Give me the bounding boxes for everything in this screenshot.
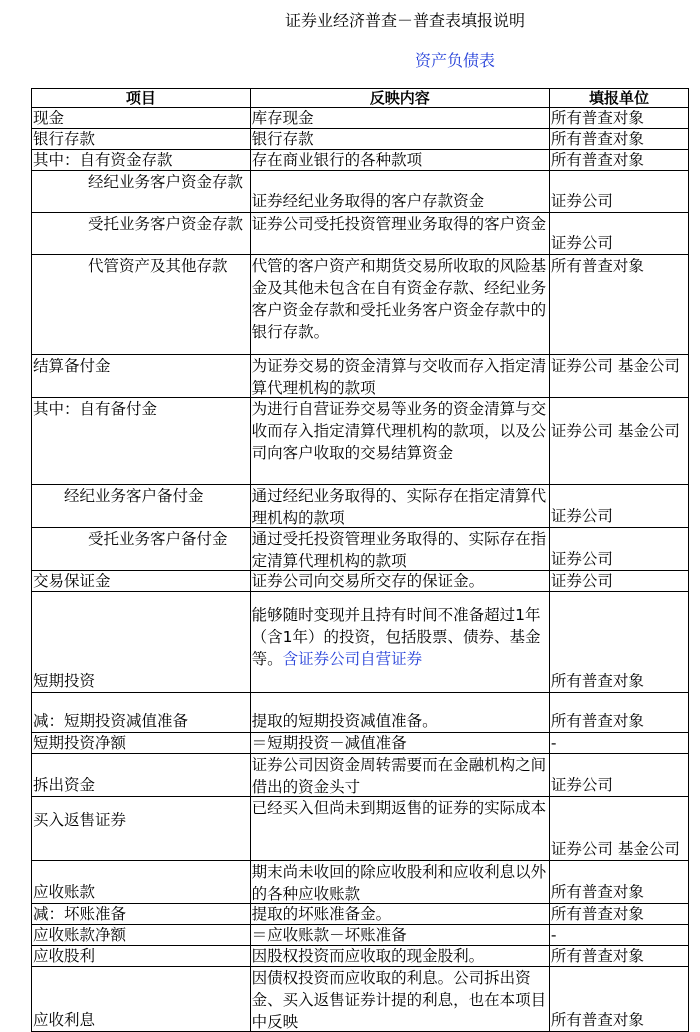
table-row xyxy=(32,171,689,213)
unit-cell: 所有普查对象 xyxy=(549,108,688,129)
table-row xyxy=(32,925,689,946)
item-cell: 受托业务客户备付金 xyxy=(32,528,251,571)
content-cell xyxy=(250,967,549,1032)
unit-cell: 证券公司 xyxy=(549,571,688,592)
item-cell: 应收股利 xyxy=(32,946,251,967)
table-row xyxy=(32,528,689,571)
item-cell: 其中：自有备付金 xyxy=(32,398,251,485)
content-cell xyxy=(250,528,549,571)
unit-cell: - xyxy=(549,733,688,754)
item-cell: 银行存款 xyxy=(32,129,251,150)
content-cell xyxy=(250,485,549,528)
item-cell: 减：短期投资减值准备 xyxy=(32,693,251,733)
unit-cell: 证券公司 xyxy=(549,528,688,571)
content-text: 为进行自营证券交易等业务的资金清算与交收而存入指定清算代理机构的款项，以及公司向客户收取的交易结算资金 xyxy=(251,400,547,462)
item-cell: 经纪业务客户备付金 xyxy=(32,485,251,528)
content-cell: 库存现金 xyxy=(250,108,549,129)
content-cell: 证券公司向交易所交存的保证金。 xyxy=(250,571,549,592)
content-cell xyxy=(250,592,549,693)
item-cell: 其中：自有资金存款 xyxy=(32,150,251,171)
content-cell xyxy=(250,355,549,398)
content-cell: 存在商业银行的各种款项 xyxy=(250,150,549,171)
unit-cell: 证券公司 xyxy=(549,171,688,213)
unit-cell: 证券公司 xyxy=(549,754,688,797)
content-cell: ＝短期投资－减值准备 xyxy=(250,733,549,754)
unit-cell xyxy=(549,398,688,485)
item-text: 买入返售证券 xyxy=(33,811,127,829)
item-cell: 减：坏账准备 xyxy=(32,904,251,925)
unit-cell: 所有普查对象 xyxy=(549,592,688,693)
table-header-row xyxy=(32,89,689,108)
item-cell: 短期投资净额 xyxy=(32,733,251,754)
item-cell: 短期投资 xyxy=(32,592,251,693)
table-row xyxy=(32,693,689,733)
item-cell: 受托业务客户资金存款 xyxy=(32,213,251,255)
table-row xyxy=(32,861,689,904)
table-row xyxy=(32,797,689,861)
unit-text: 证券公司 基金公司 xyxy=(550,357,680,375)
content-cell xyxy=(250,754,549,797)
content-note: 含证券公司自营证券 xyxy=(282,650,423,668)
table-row xyxy=(32,150,689,171)
table-row xyxy=(32,255,689,355)
content-cell xyxy=(250,861,549,904)
content-cell: 提取的短期投资减值准备。 xyxy=(250,693,549,733)
unit-cell: 证券公司 xyxy=(549,485,688,528)
item-cell: 结算备付金 xyxy=(32,355,251,398)
table-row xyxy=(32,754,689,797)
table-row xyxy=(32,355,689,398)
content-cell: 银行存款 xyxy=(250,129,549,150)
content-cell xyxy=(250,398,549,485)
unit-cell: 证券公司 基金公司 xyxy=(549,797,688,861)
item-cell: 拆出资金 xyxy=(32,754,251,797)
table-row xyxy=(32,398,689,485)
content-text: 因债权投资而应收取的利息。公司拆出资金、买入返售证券计提的利息，也在本项目中反映 xyxy=(251,969,547,1031)
item-cell: 交易保证金 xyxy=(32,571,251,592)
content-text xyxy=(252,592,548,692)
page-title: 证券业经济普查－普查表填报说明 xyxy=(284,11,525,30)
unit-cell: 所有普查对象 xyxy=(549,904,688,925)
content-cell: 因股权投资而应收取的现金股利。 xyxy=(250,946,549,967)
table-row xyxy=(32,108,689,129)
content-text: 期末尚未收回的除应收股利和应收利息以外的各种应收账款 xyxy=(251,863,547,903)
content-main: 能够随时变现并且持有时间不准备超过1年（含1年）的投资，包括股票、债券、基金等。 xyxy=(251,606,541,668)
content-text: 为证券交易的资金清算与交收而存入指定清算代理机构的款项 xyxy=(251,357,547,397)
table-row xyxy=(32,571,689,592)
table-row xyxy=(32,967,689,1032)
table-row xyxy=(32,213,689,255)
item-cell: 现金 xyxy=(32,108,251,129)
unit-cell: 所有普查对象 xyxy=(549,861,688,904)
item-cell: 应收账款 xyxy=(32,861,251,904)
item-cell: 经纪业务客户资金存款 xyxy=(32,171,251,213)
column-header-content: 反映内容 xyxy=(250,89,549,108)
table-row xyxy=(32,733,689,754)
unit-cell: 所有普查对象 xyxy=(549,129,688,150)
content-cell: ＝应收账款－坏账准备 xyxy=(250,925,549,946)
table-subtitle: 资产负债表 xyxy=(414,51,495,70)
content-cell: 提取的坏账准备金。 xyxy=(250,904,549,925)
table-row xyxy=(32,946,689,967)
content-text: 证券公司因资金周转需要而在金融机构之间借出的资金头寸 xyxy=(251,756,547,796)
table-row xyxy=(32,129,689,150)
content-cell: 证券公司受托投资管理业务取得的客户资金 xyxy=(250,213,549,255)
content-cell xyxy=(250,797,549,861)
table-row xyxy=(32,904,689,925)
unit-cell: 所有普查对象 xyxy=(549,150,688,171)
content-text: 通过受托投资管理业务取得的、实际存在指定清算代理机构的款项 xyxy=(251,530,547,570)
unit-cell: 所有普查对象 xyxy=(549,946,688,967)
unit-cell: - xyxy=(549,925,688,946)
unit-cell: 证券公司 xyxy=(549,213,688,255)
column-header-unit: 填报单位 xyxy=(549,89,688,108)
content-cell: 代管的客户资产和期货交易所收取的风险基金及其他未包含在自有资金存款、经纪业务客户资金存款和受托业务客户资金存款中的银行存款。 xyxy=(250,255,549,355)
table-row xyxy=(32,485,689,528)
item-cell xyxy=(32,797,251,861)
unit-cell: 所有普查对象 xyxy=(549,255,688,355)
unit-cell: 所有普查对象 xyxy=(549,693,688,733)
content-text: 已经买入但尚未到期返售的证券的实际成本 xyxy=(251,799,547,817)
table-row xyxy=(32,592,689,693)
content-cell: 证券经纪业务取得的客户存款资金 xyxy=(250,171,549,213)
item-cell: 应收利息 xyxy=(32,967,251,1032)
unit-text: 证券公司 基金公司 xyxy=(550,422,680,440)
unit-cell: 所有普查对象 xyxy=(549,967,688,1032)
column-header-item: 项目 xyxy=(32,89,251,108)
item-cell: 代管资产及其他存款 xyxy=(32,255,251,355)
unit-cell xyxy=(549,355,688,398)
item-cell: 应收账款净额 xyxy=(32,925,251,946)
balance-sheet-table xyxy=(31,88,689,1032)
content-text: 通过经纪业务取得的、实际存在指定清算代理机构的款项 xyxy=(251,487,547,527)
